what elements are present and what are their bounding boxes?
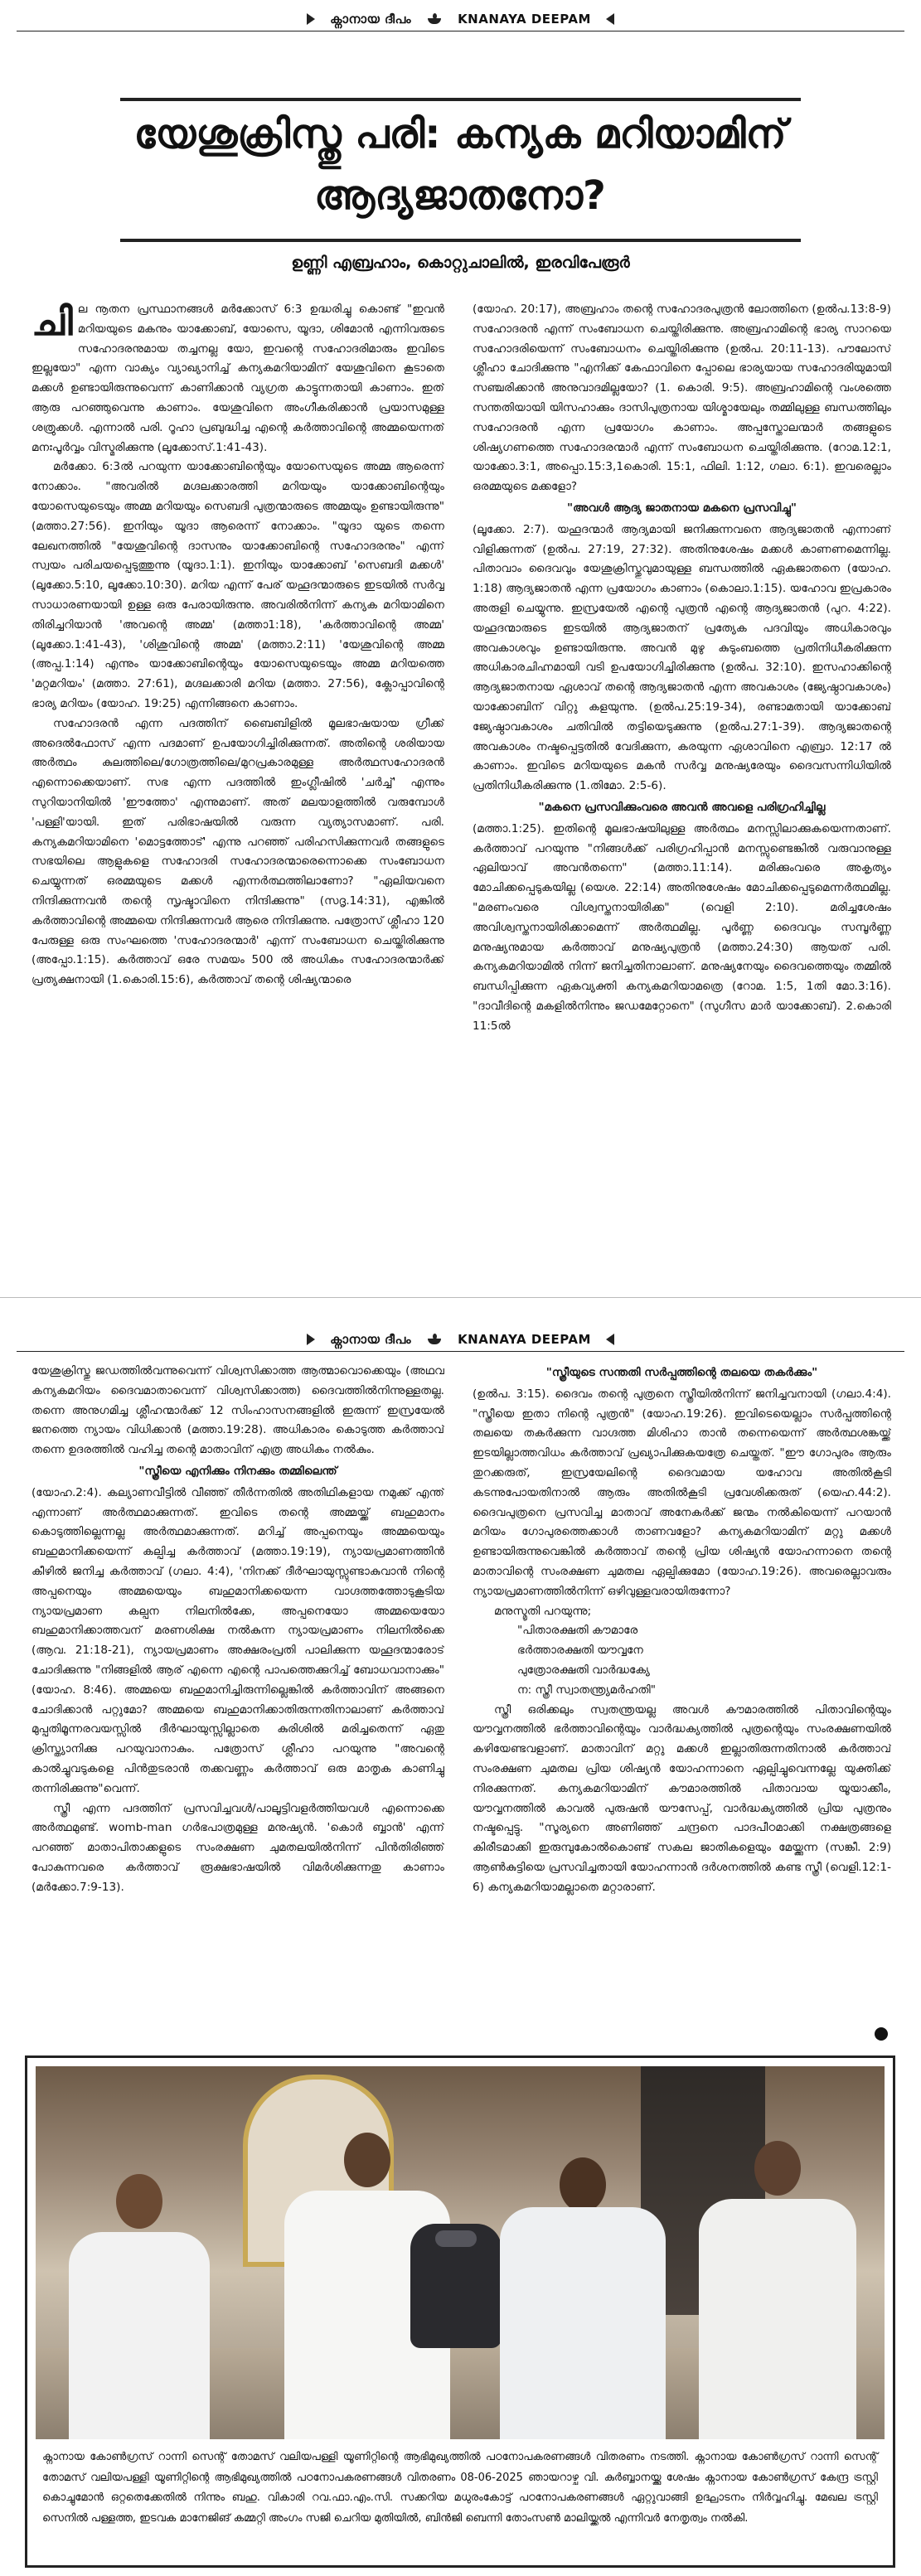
oil-lamp-icon — [426, 1334, 443, 1345]
title-rule-top — [120, 98, 801, 101]
paragraph: സഹോദരൻ എന്ന പദത്തിന് ബൈബിളിൽ മൂലഭാഷയായ ഗ്രീക്ക് അദെൽഫോസ് എന്ന പദമാണ് ഉപയോഗിച്ചിരിക്കുന്നത്. അതിന്റെ ശരിയായ അർത്ഥം കുലത്തിലെ/ഗോത്രത്തിലെ/മുറപ്രകാരമുള്ള അർത്ഥസഹോദരൻ എന്നൊക്കെയാണ്. സഭ എന്ന പദത്തിൽ ഇംഗ്ലീഷിൽ 'ചർച്ച്' എന്നും സുറിയാനിയിൽ 'ഈത്തോ' എന്നുമാണ്. അത് മലയാളത്തിൽ വരുമ്പോൾ 'പള്ളി'യായി. ഇത് പരിഭാഷയിൽ വരുന്ന വ്യത്യാസമാണ്. പരി. കന്യകമറിയാമിനെ 'മൊട്ടത്തോട്' എന്നു പറഞ്ഞ് പരിഹസിക്കുന്നവർ തങ്ങളുടെ സഭയിലെ ആളുകളെ സഹോദരി സഹോദരന്മാരെന്നൊക്കെ സംബോധന ചെയ്യുന്നത് ഒരമ്മയുടെ മക്കൾ എന്നർത്ഥത്തിലാണോ? "ഏലിയവനെ നിന്ദിക്കുന്നവൻ തന്റെ സൃഷ്ടാവിനെ നിന്ദിക്കുന്നു" (സദൃ.14:31), എങ്കിൽ കർത്താവിന്റെ അമ്മയെ നിന്ദിക്കുന്നവർ ആരെ നിന്ദിക്കുന്നു. പത്രോസ് ശ്ലീഹാ 120 പേരുള്ള ഒരു സംഘത്തെ 'സഹോദരന്മാർ' എന്ന് സംബോധന ചെയ്തിരിക്കുന്നു (അപ്പോ.1:15). കർത്താവ് ഒരേ സമയം 500 ൽ അധികം സഹോദരന്മാർക്ക് പ്രത്യക്ഷനായി (1.കൊരി.15:6), കർത്താവ് തന്റെ ശിഷ്യന്മാരെ — [32, 716, 444, 987]
paragraph: സ്ത്രീ എന്ന പദത്തിന് പ്രസവിച്ചവൾ/പാലൂട്ടിവളർത്തിയവൾ എന്നൊക്കെ അർത്ഥമുണ്ട്. womb-man ഗർഭപാത്രമുള്ള മനുഷ്യൻ. 'കൊർ ബ്ബാൻ' എന്ന് പറഞ്ഞ് മാതാപിതാക്കളുടെ സംരക്ഷണ ചുമതലയിൽനിന്ന് പിൻതിരിഞ്ഞ് പോകുന്നവരെ കർത്താവ് രൂക്ഷഭാഷയിൽ വിമർശിക്കുന്നതു കാണാം (മർക്കോ.7:9-13). — [32, 1801, 444, 1894]
paragraph: മർക്കോ. 6:3ൽ പറയുന്ന യാക്കോബിന്റെയും യോസെയുടെ അമ്മ ആരെന്ന് നോക്കാം. "അവരിൽ മഗ്ദലക്കാരത്തി മറിയയും യാക്കോബിന്റെയും യോസെയുടെയും അമ്മ മറിയയും സെബദി പുത്രന്മാരുടെ അമ്മയും ഉണ്ടായിരുന്നു" (മത്താ.27:56). ഇനിയും യൂദാ ആരെന്ന് നോക്കാം. "യൂദാ യുടെ തന്നെ ലേഖനത്തിൽ "യേശുവിന്റെ ദാസനും യാക്കോബിന്റെ സഹോദരനും" എന്ന് സ്വയം പരിചയപ്പെടുത്തുന്നു (യൂദാ.1:1). ഇനിയും യാക്കോബ് 'സെബദി മക്കൾ' (ലൂക്കോ.5:10, ലൂക്കോ.10:30). മറിയ എന്ന് പേര് യഹൂദന്മാരുടെ ഇടയിൽ സർവ്വ സാധാരണയായി ഉള്ള ഒരു പേരായിരുന്നു. അവരിൽനിന്ന് കന്യക മറിയാമിനെ തിരിച്ചറിയാൻ 'അവന്റെ അമ്മ' (മത്താ1:18), 'കർത്താവിന്റെ അമ്മ' (ലൂക്കോ.1:41-43), 'ശിശുവിന്റെ അമ്മ' (മത്താ.2:11) 'യേശുവിന്റെ അമ്മ (അപ്പ.1:14) എന്നും യാക്കോബിന്റെയും യോസെയുടെയും അമ്മ മറിയത്തെ 'മറ്റമറിയം' (മത്താ. 27:61), മഗ്ദലക്കാരി മറിയ (മത്താ. 27:56), ക്ലോപ്പാവിന്റെ ഭാര്യ മറിയം (യോഹ. 19:25) എന്നിങ്ങനെ കാണാം. — [32, 460, 444, 710]
paragraph: ചില നൂതന പ്രസ്ഥാനങ്ങൾ മർക്കോസ് 6:3 ഉദ്ധരിച്ചു കൊണ്ട് "ഇവൻ മറിയയുടെ മകനും യാക്കോബ്, യോസെ, യൂദാ, ശിമോൻ എന്നിവരുടെ സഹോദരനുമായ തച്ചനല്ല യോ, ഇവന്റെ സഹോദരിമാരും ഇവിടെ ഇല്ലയോ" എന്ന വാക്യം വ്യാഖ്യാനിച്ച് കന്യകമറിയാമിന് യേശുവിനെ കൂടാതെ മക്കൾ ഉണ്ടായിരുന്നുവെന്ന് കാണിക്കാൻ വ്യഗ്രത കാട്ടുന്നതായി കാണാം. ഇത് ആരു പറഞ്ഞുവെന്നു കാണാം. യേശുവിനെ അംഗീകരിക്കാൻ പ്രയാസമുള്ള ശത്രുക്കൾ. എന്നാൽ പരി. റൂഹാ പ്രബുദ്ധിച്ച എന്റെ കർത്താവിന്റെ അമ്മയെന്നത് മനഃപൂർവ്വം വിസ്മരിക്കുന്നു (ലൂക്കോസ്.1:41-43). — [32, 300, 444, 454]
magazine-name-english: KNANAYA DEEPAM — [458, 1332, 591, 1347]
oil-lamp-icon — [426, 13, 443, 25]
triangle-right-icon — [307, 13, 315, 25]
triangle-left-icon — [606, 13, 614, 25]
paragraph: (ഉൽപ. 3:15). ദൈവം തന്റെ പുത്രനെ സ്ത്രീയിൽനിന്ന് ജനിച്ചവനായി (ഗലാ.4:4). "സ്ത്രീയെ ഇതാ നിന്റെ പുത്രൻ" (യോഹ.19:26). ഇവിടെയെല്ലാം സർപ്പത്തിന്റെ തലയെ തകർക്കുന്ന വാഗ്ദത്ത മിശിഹാ താൻ തന്നെയെന്ന് അർത്ഥശങ്കയ്ക്ക് ഇടയില്ലാത്തവിധം കർത്താവ് പ്രഖ്യാപിക്കുകയത്രേ ചെയ്തത്. "ഈ ഗോപുരം ആരും തുറക്കരുത്, ഇസ്രയേലിന്റെ ദൈവമായ യഹോവ അതിൽകൂടി കടന്നുപോയതിനാൽ ആരും അതിൽകൂടി പ്രവേശിക്കരുത് (യെഹ.44:2). ദൈവപുത്രനെ പ്രസവിച്ച മാതാവ് അനേകർക്ക് ജന്മം നൽകിയെന്ന് പറയാൻ മറിയം ഗോപുരത്തെക്കാൾ താണവളോ? കന്യകമറിയാമിന് മറ്റു മക്കൾ ഉണ്ടായിരുന്നുവെങ്കിൽ കർത്താവ് തന്റെ പ്രിയ ശിഷ്യൻ യോഹന്നാനെ തന്റെ മാതാവിന്റെ സംരക്ഷണ ചുമതല ഏല്പിക്കുമോ (യോഹ.19:26). അവരെല്ലാവരും ന്യായപ്രമാണത്തിൽനിന്ന് ഒഴിവുള്ളവരായിരുന്നോ? — [473, 1387, 891, 1598]
magazine-name-english: KNANAYA DEEPAM — [458, 12, 591, 27]
section-heading: "സ്ത്രീയുടെ സന്തതി സർപ്പത്തിന്റെ തലയെ തകർക്കും" — [545, 1366, 818, 1379]
paragraph: (യോഹ. 20:17), അബ്രഹാം തന്റെ സഹോദരപുത്രൻ ലോത്തിനെ (ഉൽപ.13:8-9) സഹോദരൻ എന്ന് സംബോധന ചെയ്തിരിക്കുന്നു. അബ്രഹാമിന്റെ ഭാര്യ സാറയെ സഹോദരിയെന്ന് സംബോധനം ചെയ്തിരിക്കുന്നു (ഉൽപ. 20:11-13). പൗലോസ് ശ്ലീഹാ ചോദിക്കുന്നു "എനിക്ക് കേഫാവിനെ പ്പോലെ ഭാര്യയായ സഹോദരിയുമായി സഞ്ചരിക്കാൻ അനുവാദമില്ലയോ? (1. കൊരി. 9:5). അബ്രഹാമിന്റെ വംശത്തെ സന്തതിയായി യിസഹാക്കും ദാസിപുത്രനായ യിശ്മായേലും തമ്മിലുള്ള ബന്ധത്തിലും സഹോദരൻ എന്ന പ്രയോഗം കാണാം. അപ്പസ്തോലന്മാർ തങ്ങളുടെ ശിഷ്യഗണത്തെ സഹോദരന്മാർ എന്ന് സംബോധന ചെയ്തിരിക്കുന്നു. (റോമ.12:1, യാക്കോ.3:1, അപ്പൊ.15:3,1കൊരി. 15:1, ഫിലി. 1:12, ഗലാ. 6:1). ഇവരെല്ലാം ഒരമ്മയുടെ മക്കളോ? — [473, 303, 891, 494]
triangle-right-icon — [307, 1334, 315, 1345]
running-header — [0, 7, 921, 31]
triangle-left-icon — [606, 1334, 614, 1345]
verse-line: പുത്രോരക്ഷതി വാർദ്ധക്യേ — [517, 1663, 650, 1677]
paragraph: സ്ത്രീ ഒരിക്കലും സ്വതന്ത്രയല്ല അവൾ കൗമാരത്തിൽ പിതാവിന്റെയും യൗവ്വനത്തിൽ ഭർത്താവിന്റെയും വാർദ്ധക്യത്തിൽ പുത്രന്റെയും സംരക്ഷണയിൽ കഴിയേണ്ടവളാണ്. മാതാവിന് മറ്റു മക്കൾ ഇല്ലാതിരുന്നതിനാൽ കർത്താവ് സംരക്ഷണ ചുമതല പ്രിയ ശിഷ്യൻ യോഹന്നാനെ ഏല്പിച്ചുവെന്നല്ലേ യുക്തിക്ക് നിരക്കുന്നത്. കന്യകമറിയാമിന് കൗമാരത്തിൽ പിതാവായ യൂയാക്കീം, യൗവ്വനത്തിൽ കാവൽ പുരുഷൻ യൗസേപ്പ്, വാർദ്ധക്യത്തിൽ പ്രിയ പുത്രനും നഷ്ടപ്പെട്ടു. "സൂര്യനെ അണിഞ്ഞ് ചന്ദ്രനെ പാദപീഠമാക്കി നക്ഷത്രങ്ങളെ കിരീടമാക്കി ഇരുമ്പുകോൽകൊണ്ട് സകല ജാതികളെയും മേയ്ക്കുന്ന (സങ്കീ. 2:9) ആൺകുട്ടിയെ പ്രസവിച്ചതായി യോഹന്നാൻ ദർശനത്തിൽ കണ്ട സ്ത്രീ (വെളി.12:1-6) കന്യകമറിയാമല്ലാതെ മറ്റാരാണ്. — [473, 1702, 891, 1894]
verse-line: ന: സ്ത്രീ സ്വാതന്ത്ര്യമർഹതി" — [517, 1683, 656, 1697]
paragraph: മനുസ്മൃതി പറയുന്നു; — [494, 1604, 592, 1618]
article-byline: ഉണ്ണി എബ്രഹാം, കൊറ്റുചാലിൽ, ഇരവിപേരൂർ — [291, 254, 630, 272]
header-rule — [17, 1351, 904, 1352]
paragraph: (യോഹ.2:4). കല്യാണവീട്ടിൽ വീഞ്ഞ് തീർന്നതിൽ അതിഥികളായ നമുക്ക് എന്ത് എന്നാണ് അർത്ഥമാക്കുന്നത്. ഇവിടെ തന്റെ അമ്മയ്ക്ക് ബഹുമാനം കൊടുത്തില്ലെന്നല്ല അർത്ഥമാക്കുന്നത്. മറിച്ച് അപ്പനെയും അമ്മയെയും ബഹുമാനിക്കയെന്ന് കല്പിച്ച കർത്താവ് (മത്താ.19:19), ന്യായപ്രമാണത്തിൻ കീഴിൽ ജനിച്ച കർത്താവ് (ഗലാ. 4:4), 'നിനക്ക് ദീർഘായുസ്സുണ്ടാകുവാൻ നിന്റെ അപ്പനെയും അമ്മയെയും ബഹുമാനിക്കയെന്ന വാഗ്ദത്തത്തോടുകൂടിയ ന്യായപ്രമാണ കല്പന നിലനിൽക്കേ, അപ്പനെയോ അമ്മയെയോ ബഹുമാനിക്കാത്തവന് മരണശിക്ഷ നൽകുന്ന ന്യായപ്രമാണം നിലനിൽക്കെ (ആവ. 21:18-21), ന്യായപ്രമാണം അക്ഷരംപ്രതി പാലിക്കുന്ന യഹൂദന്മാരോട് ചോദിക്കുന്നു "നിങ്ങളിൽ ആര് എന്നെ എന്റെ പാപത്തെക്കുറിച്ച് ബോധവാനാക്കും" (യോഹ. 8:46). അമ്മയെ ബഹുമാനിച്ചിരുന്നില്ലെങ്കിൽ കർത്താവിന് അങ്ങനെ ചോദിക്കാൻ പറ്റുമോ? അമ്മയെ ബഹുമാനിക്കാതിരുന്നതിനാലാണ് കർത്താവ് മുപ്പതിമൂന്നരവയസ്സിൽ ദീർഘായുസ്സില്ലാതെ കുരിശിൽ മരിച്ചതെന്ന് ഏതു ക്രിസ്ത്യാനിക്കു പറയുവാനാകും. പത്രോസ് ശ്ലീഹാ പറയുന്നു "അവന്റെ കാൽച്ചുവടുകളെ പിൻതുടരാൻ തക്കവണ്ണം കർത്താവ് ഒരു മാതൃക കാണിച്ചു തന്നിരിക്കുന്നു"വെന്ന്. — [32, 1485, 444, 1795]
section-heading: "അവൾ ആദ്യ ജാതനായ മകനെ പ്രസവിച്ചു" — [567, 501, 797, 515]
drop-cap: ചി — [32, 300, 73, 344]
news-photo-box — [25, 2055, 895, 2568]
section-heading: "മകനെ പ്രസവിക്കുംവരെ അവൻ അവളെ പരിഗ്രഹിച്ചില്ല — [538, 800, 826, 814]
title-line-2: ആദ്യജാതനോ? — [314, 172, 606, 219]
page-separator — [0, 1297, 921, 1323]
page2-left-column — [32, 1362, 444, 2043]
verse-line: "പിതാരക്ഷതി കൗമാരേ — [517, 1624, 638, 1638]
paragraph: (ലൂക്കോ. 2:7). യഹൂദന്മാർ ആദ്യമായി ജനിക്കുന്നവനെ ആദ്യജാതൻ എന്നാണ് വിളിക്കുന്നത് (ഉൽപ. 27:19, 27:32). അതിനുശേഷം മക്കൾ കാണണമെന്നില്ല. പിതാവാം ദൈവവും യേശുക്രിസ്തുവുമായുള്ള ബന്ധത്തിൽ ഏകജാതനെ (യോഹ. 1:18) ആദ്യജാതൻ എന്ന പ്രയോഗം കാണാം (കൊലാ.1:15). യഹോവ ഇപ്രകാരം അരുളി ചെയ്യുന്നു. ഇസ്രയേൽ എന്റെ പുത്രൻ എന്റെ ആദ്യജാതൻ (പുറ. 4:22). യഹൂദന്മാരുടെ ഇടയിൽ ആദ്യജാതന് പ്രത്യേക പദവിയും അധികാരവും അവകാശവും ഉണ്ടായിരുന്നു. അവൻ മുഴു കുടുംബത്തെ പ്രതിനിധീകരിക്കുന്ന അധികാരചിഹ്നമായി വടി ഉപയോഗിച്ചിരിക്കുന്നു (ഉൽപ. 32:10). ഇസഹാക്കിന്റെ ആദ്യജാതനായ ഏശാവ് തന്റെ ആദ്യജാതൻ എന്ന അവകാശം (ജ്യേഷ്ഠാവകാശം) യാക്കോബിന് വിറ്റു കളയുന്നു. (ഉൽപ.25:19-34), രണ്ടാമതായി യാക്കോബ് ജ്യേഷ്ഠാവകാശം ചതിവിൽ തട്ടിയെടുക്കുന്നു (ഉൽപ.27:1-39). ആദ്യജാതന്റെ അവകാശം നഷ്ടപ്പെട്ടതിൽ വേദിക്കുന്ന, കരയുന്ന ഏശാവിനെ എബ്രാ. 12:17 ൽ കാണാം. ഇവിടെ മറിയയുടെ മകൻ സർവ്വ മനുഷ്യരേയും ദൈവസന്നിധിയിൽ പ്രതിനിധീകരിക്കുന്നു (1.തിമോ. 2:5-6). — [473, 522, 891, 793]
person-4 — [699, 2116, 856, 2439]
section-heading: "സ്ത്രീയെ എനിക്കും നിനക്കും തമ്മിലെന്ത് — [138, 1464, 337, 1478]
page1-left-column — [32, 300, 444, 1286]
running-header — [0, 1327, 921, 1352]
verse-line: ഭർത്താരക്ഷതി യൗവ്വനേ — [517, 1644, 643, 1658]
person-1 — [69, 2141, 210, 2439]
title-rule-bottom — [120, 239, 801, 242]
paragraph: യേശുക്രിസ്തു ജഡത്തിൽവന്നുവെന്ന് വിശ്വസിക്കാത്ത ആത്മാവൊക്കെയും (അഥവ കന്യകമറിയം ദൈവമാതാവെന്ന് വിശ്വസിക്കാത്ത) ദൈവത്തിൽനിന്നുള്ളതല്ല. തന്നെ അനുഗമിച്ച ശ്ലീഹന്മാർക്ക് 12 സിംഹാസനങ്ങളിൽ ഇരുന്ന് ഇസ്രയേൽ ജനത്തെ ന്യായം വിധിക്കാൻ (മത്താ.19:28). അധികാരം കൊടുത്ത കർത്താവ് തന്നെ ഉദരത്തിൽ വഹിച്ച തന്റെ മാതാവിന് എത്ര അധികം നൽകും. — [32, 1364, 444, 1457]
school-bag — [410, 2224, 502, 2348]
magazine-name-malayalam: ക്നാനായ ദീപം — [330, 1332, 412, 1347]
article-end-mark — [875, 2027, 888, 2041]
magazine-page-2 — [0, 1322, 921, 2576]
magazine-name-malayalam: ക്നാനായ ദീപം — [330, 12, 412, 27]
photo-caption: ക്നാനായ കോൺഗ്രസ് റാന്നി സെന്റ് തോമസ് വലിയപള്ളി യൂണിറ്റിന്റെ ആഭിമുഖ്യത്തിൽ പഠനോപകരണങ്ങൾ വിതരണം നടത്തി. ക്നാനായ കോൺഗ്രസ് റാന്നി സെന്റ് തോമസ് വലിയപള്ളി യൂണിറ്റിന്റെ ആഭിമുഖ്യത്തിൽ പഠനോപകരണങ്ങൾ വിതരണം 08-06-2025 ഞായറാഴ്ച വി. കുർബ്ബാനയ്ക്കു ശേഷം ക്നാനായ കോൺഗ്രസ് കേന്ദ്ര ട്രസ്റ്റി കൊച്ചുമോൻ ഒറ്റതെക്കേതിൽ നിന്നും ബഹു. വികാരി റവ.ഫാ.എം.സി. സക്കറിയ മധുരംകോട്ട് പഠനോപകരണങ്ങൾ ഏറ്റുവാങ്ങി ഉദ്ഘാടനം നിർവ്വഹിച്ചു. മേഖല ട്രസ്റ്റി സെനിൽ പള്ളത്ത, ഇടവക മാനേജിങ് കമ്മറ്റി അംഗം സജി ചെറിയ മുതിയിൽ, ബിൻജി ബെന്നി തോംസൺ മാലിയ്ക്കൽ എന്നിവർ നേതൃത്വം നൽകി. — [42, 2451, 878, 2525]
title-line-1: യേശുക്രിസ്തു പരി: കന്യക മറിയാമിന് — [133, 111, 787, 157]
person-3 — [500, 2124, 666, 2439]
page2-right-column — [473, 1362, 891, 2043]
page1-right-column — [473, 300, 891, 1286]
paragraph: (മത്താ.1:25). ഇതിന്റെ മൂലഭാഷയിലുള്ള അർത്ഥം മനസ്സിലാക്കുകയെന്നതാണ്. കർത്താവ് പറയുന്നു "നിങ്ങൾക്ക് പരിഗ്രഹിപ്പാൻ മനസ്സുണ്ടെങ്കിൽ വരുവാനുള്ള ഏലിയാവ് അവൻതന്നെ" (മത്താ.11:14). മരിക്കുംവരെ അകൃത്യം മോചിക്കപ്പെടുകയില്ല (യെശ. 22:14) അതിനുശേഷം മോചിക്കപ്പെടുമെന്നർത്ഥമില്ല. "മരണംവരെ വിശ്വസ്തനായിരിക്ക" (വെളി 2:10). മരിച്ചശേഷം അവിശ്വസ്തനായിരിക്കാമെന്ന് അർത്ഥമില്ല. പൂർണ്ണ ദൈവവും സമ്പൂർണ്ണ മനുഷ്യനുമായ കർത്താവ് മനുഷ്യപുത്രൻ (മത്താ.24:30) ആയത് പരി. കന്യകമറിയാമിൽ നിന്ന് ജനിച്ചതിനാലാണ്. മനുഷ്യനേയും ദൈവത്തെയും തമ്മിൽ ബന്ധിപ്പിക്കുന്ന ഏകവ്യക്തി കന്യകമറിയാമത്രെ (റോമ. 1:5, 1തി മോ.3:16). "ദാവീദിന്റെ മകളിൽനിന്നും ജഡമേറ്റോനെ" (സുഗീസ മാർ യാക്കോബ്). 2.കൊരി 11:5ൽ — [473, 821, 891, 1033]
group-photo — [36, 2066, 885, 2439]
article-title — [116, 104, 804, 232]
